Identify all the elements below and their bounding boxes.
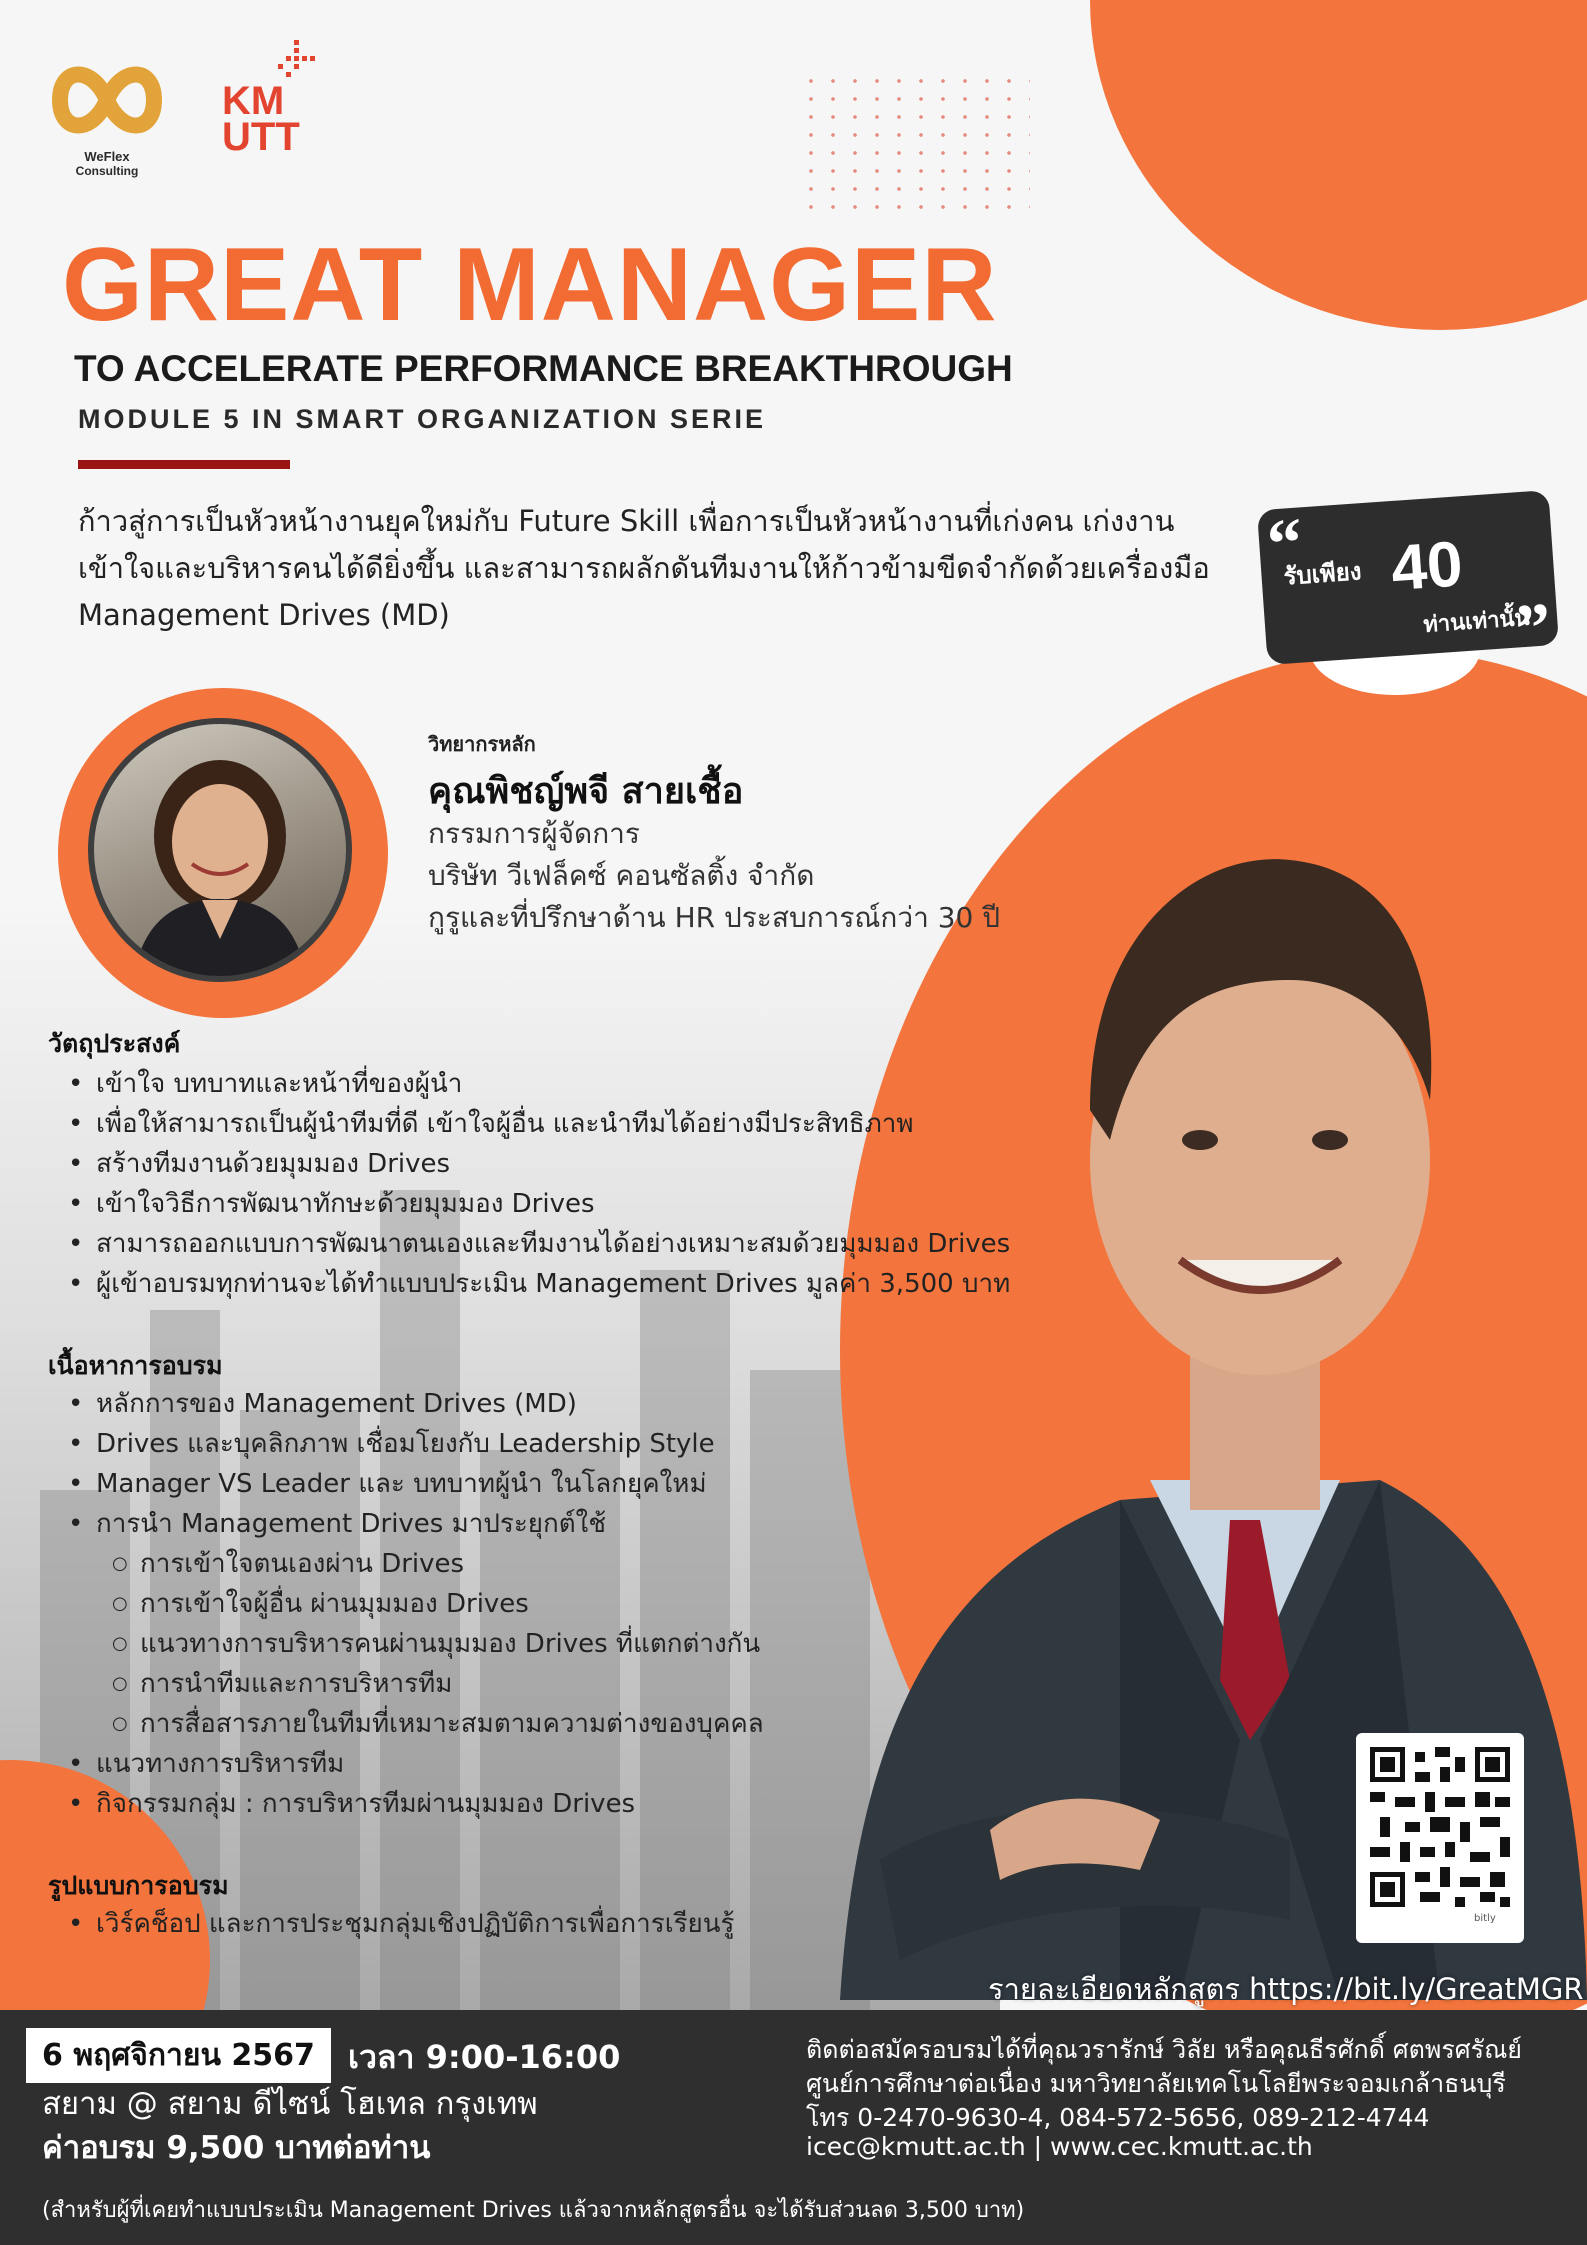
footer-bar <box>0 2010 1587 2245</box>
speaker-company: บริษัท วีเฟล็คซ์ คอนซัลติ้ง จำกัด <box>428 859 815 892</box>
content-heading: เนื้อหาการอบรม <box>48 1351 223 1380</box>
event-time: เวลา 9:00-16:00 <box>348 2038 621 2076</box>
qr-pattern-icon <box>1370 1747 1510 1907</box>
event-fee: ค่าอบรม 9,500 บาทต่อท่าน <box>42 2130 431 2166</box>
weflex-sub: Consulting <box>75 164 139 178</box>
weflex-logo <box>52 55 162 178</box>
qr-code[interactable] <box>1356 1733 1524 1943</box>
speaker-name: คุณพิชญ์พจี สายเชื้อ <box>428 771 744 812</box>
qr-brand: bitly <box>1474 1913 1496 1924</box>
contact-email-web[interactable]: icec@kmutt.ac.th | www.cec.kmutt.ac.th <box>806 2132 1313 2161</box>
list-item: • เข้าใจ บทบาทและหน้าที่ของผู้นำ <box>48 1064 1010 1104</box>
kmutt-line1: KM <box>222 79 285 123</box>
module-label: MODULE 5 IN SMART ORGANIZATION SERIE <box>78 404 767 434</box>
list-item: • สามารถออกแบบการพัฒนาตนเองและทีมงานได้อย่างเหมาะสมด้วยมุมมอง Drives <box>48 1224 1010 1264</box>
content-list-continued <box>48 1744 635 1824</box>
page-title: GREAT MANAGER <box>62 227 998 343</box>
discount-note: (สำหรับผู้ที่เคยทำแบบประเมิน Management Drives แล้วจากหลักสูตรอื่น จะได้รับส่วนลด 3,500 บาท) <box>42 2198 1025 2223</box>
list-item: • เข้าใจวิธีการพัฒนาทักษะด้วยมุมมอง Drives <box>48 1184 1010 1224</box>
list-item: • หลักการของ Management Drives (MD) <box>48 1384 715 1424</box>
list-item: • เพื่อให้สามารถเป็นผู้นำทีมที่ดี เข้าใจผู้อื่น และนำทีมได้อย่างมีประสิทธิภาพ <box>48 1104 1010 1144</box>
list-item: • สร้างทีมงานด้วยมุมมอง Drives <box>48 1144 1010 1184</box>
quote-close-icon: ” <box>1513 589 1554 669</box>
event-date: 6 พฤศจิกายน 2567 <box>26 2028 331 2083</box>
badge-prefix: รับเพียง <box>1282 557 1363 591</box>
speaker-title: กรรมการผู้จัดการ <box>428 817 640 850</box>
speaker-photo <box>88 718 352 982</box>
kmutt-logo <box>218 38 328 168</box>
contact-organization: ศูนย์การศึกษาต่อเนื่อง มหาวิทยาลัยเทคโนโลยีพระจอมเกล้าธนบุรี <box>806 2069 1506 2098</box>
sub-list-item: ○ การเข้าใจตนเองผ่าน Drives <box>48 1544 764 1584</box>
sub-list-item: ○ การสื่อสารภายในทีมที่เหมาะสมตามความต่างของบุคคล <box>48 1704 764 1744</box>
quote-open-icon: “ <box>1264 504 1306 584</box>
event-venue: สยาม @ สยาม ดีไซน์ โฮเทล กรุงเทพ <box>42 2086 538 2122</box>
speaker-label: วิทยากรหลัก <box>428 732 536 756</box>
speaker-portrait-icon <box>94 724 346 976</box>
contact-phone[interactable]: โทร 0-2470-9630-4, 084-572-5656, 089-212-4744 <box>806 2103 1430 2132</box>
sub-list-item: ○ การเข้าใจผู้อื่น ผ่านมุมมอง Drives <box>48 1584 764 1624</box>
list-item: • Manager VS Leader และ บทบาทผู้นำ ในโลกยุคใหม่ <box>48 1464 715 1504</box>
orange-circle-top <box>1090 0 1587 330</box>
list-item: • เวิร์คช็อป และการประชุมกลุ่มเชิงปฏิบัติการเพื่อการเรียนรู้ <box>48 1904 735 1944</box>
page-subtitle: TO ACCELERATE PERFORMANCE BREAKTHROUGH <box>74 348 1013 389</box>
objectives-heading: วัตถุประสงค์ <box>48 1029 181 1058</box>
list-item: • ผู้เข้าอบรมทุกท่านจะได้ทำแบบประเมิน Management Drives มูลค่า 3,500 บาท <box>48 1264 1010 1304</box>
seat-limit-badge <box>1257 490 1559 669</box>
contact-persons: ติดต่อสมัครอบรมได้ที่คุณวรารักษ์ วิลัย หรือคุณธีรศักดิ์ ศตพรศรัณย์ <box>806 2035 1522 2064</box>
format-heading: รูปแบบการอบรม <box>48 1871 229 1900</box>
content-list <box>48 1384 715 1544</box>
format-list <box>48 1904 735 1944</box>
badge-suffix: ท่านเท่านั้น <box>1422 605 1531 639</box>
speaker-experience: กูรูและที่ปรึกษาด้าน HR ประสบการณ์กว่า 30 ปี <box>428 901 1001 934</box>
kmutt-line2: UTT <box>222 115 300 159</box>
accent-bar <box>78 460 290 469</box>
dot-pattern <box>800 72 1030 212</box>
objectives-list <box>48 1064 1010 1304</box>
list-item: • Drives และบุคลิกภาพ เชื่อมโยงกับ Leadership Style <box>48 1424 715 1464</box>
sub-list-item: ○ การนำทีมและการบริหารทีม <box>48 1664 764 1704</box>
list-item: • การนำ Management Drives มาประยุกต์ใช้ <box>48 1504 715 1544</box>
weflex-mark-icon <box>52 55 162 145</box>
sub-list-item: ○ แนวทางการบริหารคนผ่านมุมมอง Drives ที่แตกต่างกัน <box>48 1624 764 1664</box>
list-item: • แนวทางการบริหารทีม <box>48 1744 635 1784</box>
course-link[interactable]: รายละเอียดหลักสูตร https://bit.ly/GreatMGR <box>988 1972 1584 2006</box>
intro-paragraph: ก้าวสู่การเป็นหัวหน้างานยุคใหม่กับ Future Skill เพื่อการเป็นหัวหน้างานที่เก่งคน เก่งงาน เข้าใจและบริหารคนได้ดียิ่งขึ้น และสามารถผลักดันทีมงานให้ก้าวข้ามขีดจำกัดด้วยเครื่องมือ Management Drives (MD) <box>78 504 1210 632</box>
badge-number: 40 <box>1388 527 1465 605</box>
content-sub-list <box>48 1544 764 1744</box>
weflex-name: WeFlex <box>84 149 130 164</box>
list-item: • กิจกรรมกลุ่ม : การบริหารทีมผ่านมุมมอง Drives <box>48 1784 635 1824</box>
